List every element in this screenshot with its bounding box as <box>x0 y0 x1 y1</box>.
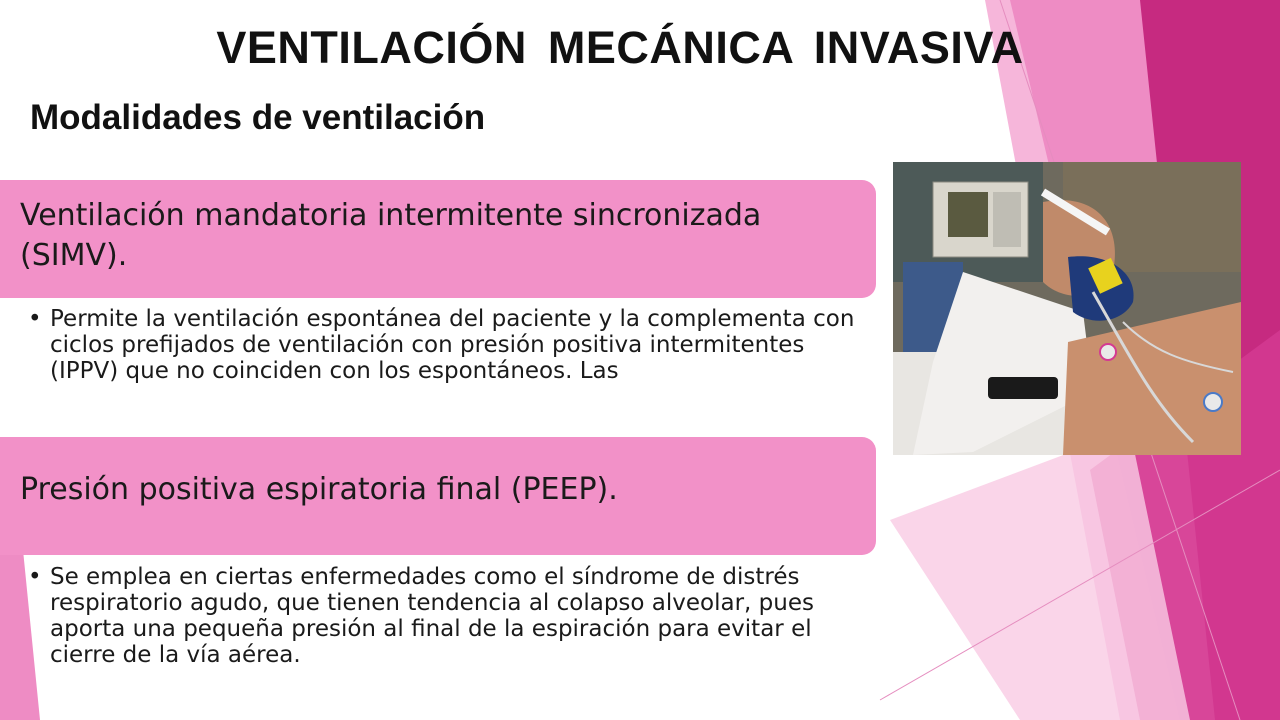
flow-sensor <box>988 377 1058 399</box>
slide-title: VENTILACIÓN MECÁNICA INVASIVA <box>216 22 1024 73</box>
bullet-simv <box>28 306 863 384</box>
section-heading-simv: Ventilación mandatoria intermitente sincronizada (SIMV). <box>0 180 876 298</box>
slide-subtitle: Modalidades de ventilación <box>30 98 486 137</box>
patient-ventilator-photo <box>893 162 1241 455</box>
section-heading-peep: Presión positiva espiratoria final (PEEP). <box>0 437 876 555</box>
bullet-text-peep: Se emplea en ciertas enfermedades como el síndrome de distrés respiratorio agudo, que tienen tendencia al colapso alveolar, pues aporta una pequeña presión al final de la espiración para evitar el cierre de la vía aérea. <box>50 564 814 668</box>
bullet-text-simv: Permite la ventilación espontánea del paciente y la complementa con ciclos prefijados de ventilación con presión positiva intermitentes (IPPV) que no coinciden con los espontáneos. Las <box>50 306 855 384</box>
bullet-peep <box>28 564 863 668</box>
bullet-dot: • <box>28 306 42 332</box>
monitor-screen <box>948 192 988 237</box>
bullet-dot: • <box>28 564 42 590</box>
